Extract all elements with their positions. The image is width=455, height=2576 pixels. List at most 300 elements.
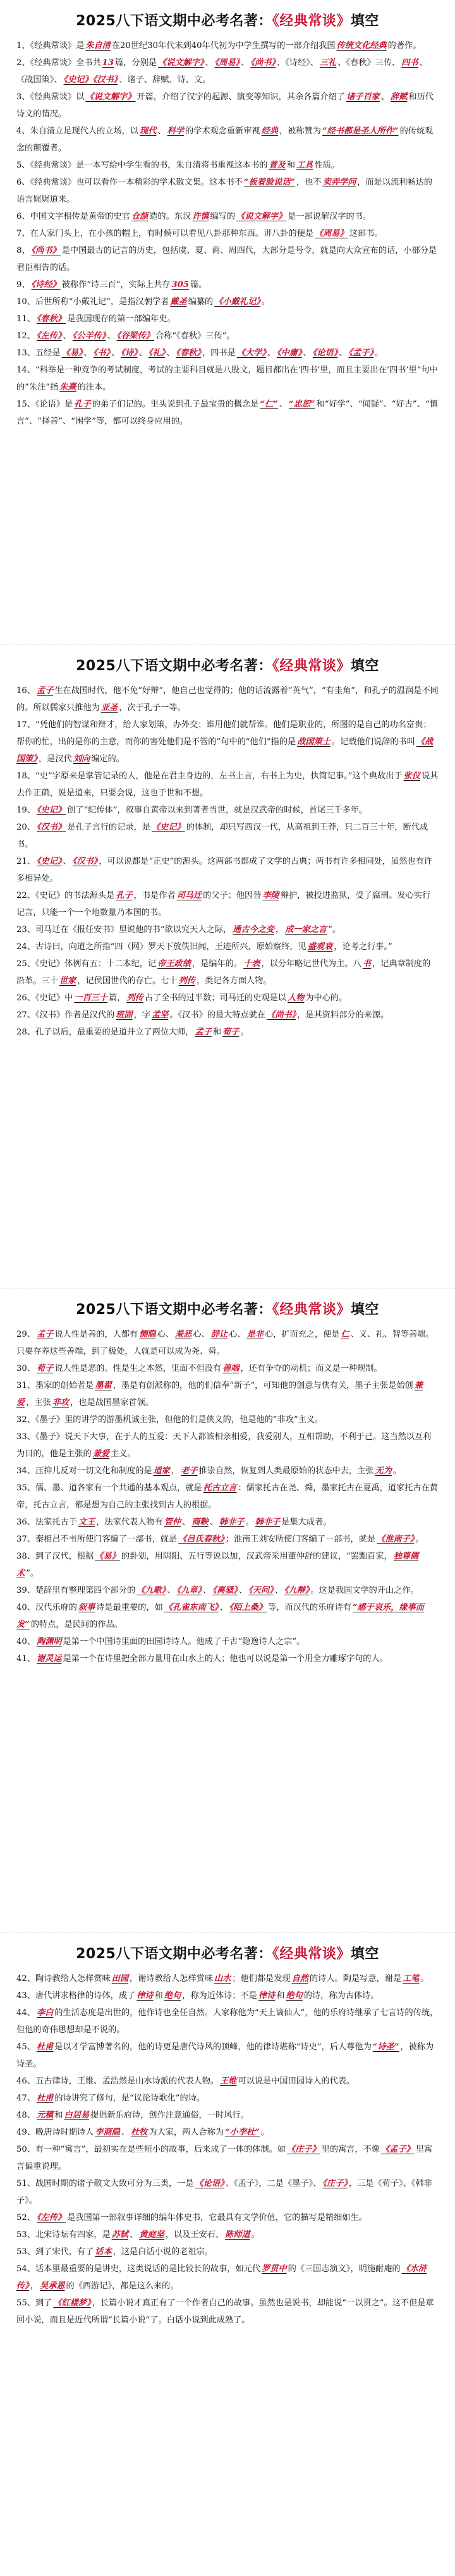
question-text: ，以及王安石、 bbox=[165, 2229, 224, 2240]
question-text: 。 bbox=[375, 348, 384, 358]
answer-blank: 独尊儒术 bbox=[16, 1552, 419, 1578]
question-text: 被称作“诗三百”，实际上共存 bbox=[61, 280, 171, 290]
question-text: 、 bbox=[130, 2229, 138, 2240]
question-text: ，谢诗教给人怎样赏味 bbox=[130, 1973, 213, 1984]
answer-blank: 《小戴礼记》 bbox=[214, 297, 260, 307]
question-text: 编写的 bbox=[210, 212, 236, 221]
answer-blank: 《说文解字》 bbox=[85, 92, 136, 102]
question-item bbox=[16, 1548, 439, 1582]
question-text: 心、 bbox=[157, 1330, 174, 1339]
question-text: ，称为近体诗；不是 bbox=[182, 1990, 257, 2001]
answer-blank: 一百三十 bbox=[74, 993, 108, 1003]
question-text: 19、 bbox=[16, 805, 35, 815]
worksheet-page bbox=[0, 0, 455, 644]
question-text: 的著作。 bbox=[387, 41, 422, 51]
answer-blank: 吴承恩 bbox=[39, 2281, 65, 2291]
answer-blank: 列传 bbox=[178, 976, 195, 986]
question-text: 37、秦相吕不韦所使门客编了一部书，就是 bbox=[16, 1535, 178, 1544]
answer-blank: 《书》 bbox=[93, 348, 111, 358]
question-item bbox=[16, 955, 439, 990]
question-text: 、 bbox=[303, 348, 312, 358]
question-item bbox=[16, 1411, 439, 1428]
answer-blank: 孟子 bbox=[36, 1330, 54, 1339]
question-text: ：儒家托古在尧、舜，墨家托古在夏禹，道家托古在黄帝，托古立言，都是想为自己的主张找到古人的根据。 bbox=[16, 1483, 438, 1510]
question-text: 、诸子、辞赋、诗、文。 bbox=[119, 75, 211, 85]
answer-blank: 《论语》 bbox=[195, 2178, 224, 2188]
answer-blank: 《孔雀东南飞》 bbox=[164, 1603, 219, 1612]
answer-blank: 恻隐 bbox=[139, 1330, 156, 1339]
answer-blank: 刘向 bbox=[73, 754, 90, 764]
title-book: 《经典常谈》 bbox=[272, 1302, 351, 1318]
question-text: 是孔子言行的记录，是 bbox=[67, 822, 150, 832]
answer-blank: 李白 bbox=[36, 2008, 54, 2018]
question-text: 24、古诗曰，向道之所指“四（网）罗天下放佚旧闻，王迹所兴，原始察终，见 bbox=[16, 941, 306, 952]
question-text: 是集大成者。 bbox=[281, 1518, 332, 1527]
question-text: ，次于孔子一等。 bbox=[119, 702, 186, 713]
question-text: ”。 bbox=[328, 924, 341, 935]
question-item bbox=[16, 1987, 439, 2004]
question-text: ， bbox=[171, 1466, 180, 1476]
answer-blank: 是非 bbox=[246, 1330, 264, 1339]
question-text: ，被称赞为 bbox=[279, 126, 321, 136]
question-item bbox=[16, 1360, 439, 1377]
question-item bbox=[16, 174, 439, 208]
answer-blank: 李商隐 bbox=[95, 2127, 120, 2137]
answer-blank: 《孟子》 bbox=[348, 348, 374, 358]
question-text: 的父子；他因替 bbox=[203, 890, 262, 900]
answer-blank: 《诗经》 bbox=[31, 280, 61, 290]
answer-blank: 《红楼梦》 bbox=[53, 2298, 91, 2308]
question-text: 9、 bbox=[16, 280, 30, 290]
answer-blank: 《礼》 bbox=[148, 348, 166, 358]
question-text: 13、五经是 bbox=[16, 348, 61, 358]
question-text: ，记侯国世代的存亡。七十 bbox=[77, 976, 178, 986]
question-text: 23、司马迁在《报任安书》里说他的书“欲以究天人之际， bbox=[16, 924, 232, 935]
question-text: 。 bbox=[260, 2127, 270, 2137]
question-item bbox=[16, 802, 439, 819]
answer-blank: 三礼 bbox=[319, 58, 337, 68]
question-text: 52、 bbox=[16, 2212, 35, 2223]
question-text: 38、到了汉代，根据 bbox=[16, 1552, 94, 1561]
question-text: 和历代诗文的情况。 bbox=[16, 92, 434, 119]
question-text: 54、话本里最重要的是讲史，这类说话的是比较长的故事，如元代 bbox=[16, 2264, 261, 2274]
question-text: 主义。 bbox=[111, 1449, 136, 1459]
worksheet-page bbox=[0, 644, 455, 1289]
answer-blank: 《说文解字》 bbox=[157, 58, 204, 68]
question-text: 18、“史”字原来是掌管记录的人，他是在君主身边的，左书上言，右书上为史，执简记事。”这个典故出于 bbox=[16, 771, 403, 781]
question-text: ；淮南王刘安所使门客编了一部书，就是 bbox=[225, 1535, 376, 1544]
answer-blank: 杜甫 bbox=[36, 2093, 54, 2103]
answer-blank: 通古今之变 bbox=[233, 924, 274, 935]
question-item bbox=[16, 1480, 439, 1514]
question-item bbox=[16, 2260, 439, 2295]
answer-blank: 李陵 bbox=[262, 890, 279, 900]
answer-blank: 《尚书》 bbox=[31, 246, 61, 255]
answer-blank: 卖弄学问 bbox=[322, 178, 356, 187]
question-text: ，而是以流利畅达的语言娓娓道来。 bbox=[16, 178, 432, 204]
question-text: 、 bbox=[241, 58, 250, 68]
question-item bbox=[16, 328, 439, 345]
question-text: 篇，分别是 bbox=[115, 58, 157, 68]
question-text: ，法家代表人物有 bbox=[96, 1518, 163, 1527]
answer-blank: 杜甫 bbox=[36, 2042, 54, 2052]
answer-blank: 善端 bbox=[222, 1364, 240, 1373]
answer-blank: 帝王政绩 bbox=[157, 959, 191, 969]
answer-blank: 韩非子 bbox=[219, 1518, 245, 1527]
question-text: 的体制，却只写西汉一代，从高祖到王莽，只二百三十年，断代成书。 bbox=[16, 822, 428, 849]
question-item bbox=[16, 89, 439, 123]
question-text: ，四书是 bbox=[202, 348, 236, 358]
question-text: ，可以说都是“正史”的源头。这两部书都成了文学的古典；两书有许多相同处，虽然也有许多相异处。 bbox=[16, 856, 433, 883]
question-text: ，三是《荀子》、《韩非子》。 bbox=[16, 2178, 432, 2205]
question-item bbox=[16, 37, 439, 54]
title-lead: 2025八下语文期中必考名著： bbox=[76, 13, 272, 29]
answer-blank: 王维 bbox=[220, 2076, 237, 2086]
question-text: 35、儒、墨、道各家有一个共通的基本观点，就是 bbox=[16, 1483, 202, 1493]
question-text: 、 bbox=[63, 331, 71, 341]
question-text: 、 bbox=[121, 2127, 130, 2137]
question-item bbox=[16, 768, 439, 802]
answer-blank: 《天问》 bbox=[248, 1586, 274, 1595]
question-item bbox=[16, 225, 439, 242]
answer-blank: 谢灵运 bbox=[36, 1654, 62, 1664]
question-text: 29、 bbox=[16, 1330, 35, 1339]
question-text: 里的寓言，不像 bbox=[321, 2144, 380, 2154]
answer-blank: 《陌上桑》 bbox=[229, 1603, 267, 1612]
answer-blank: 工具 bbox=[296, 161, 313, 170]
answer-blank: 工笔 bbox=[403, 1973, 420, 1984]
answer-blank: 亚圣 bbox=[100, 702, 118, 713]
question-text: 为中心的。 bbox=[305, 993, 348, 1003]
answer-blank: 《诗》 bbox=[121, 348, 138, 358]
answer-blank: 荀子 bbox=[36, 1364, 54, 1373]
answer-blank: 《吕氏春秋》 bbox=[178, 1535, 224, 1544]
answer-blank: 孟子 bbox=[195, 1027, 212, 1037]
question-text: 47、 bbox=[16, 2093, 35, 2103]
question-text: 50、有一种“寓言”，最初实在是些短小的故事，后来成了一体的体制。如 bbox=[16, 2144, 286, 2154]
question-item bbox=[16, 1599, 439, 1633]
answer-blank: 仁 bbox=[341, 1330, 349, 1339]
question-text: 、 bbox=[219, 1603, 228, 1612]
answer-blank: 诸子百家 bbox=[346, 92, 380, 102]
title-tail: 填空 bbox=[350, 1946, 379, 1962]
question-text: 的特点，是民间的作品。 bbox=[30, 1620, 123, 1629]
question-text: 是我国第一部叙事详细的编年体史书，它最具有文学价值，它的描写是精细如生。 bbox=[67, 2212, 367, 2223]
answer-blank: 朱自清 bbox=[85, 41, 111, 51]
question-text: 心、 bbox=[229, 1330, 246, 1339]
answer-blank: 兼爱 bbox=[92, 1449, 110, 1459]
answer-blank: 《汉书》 bbox=[36, 822, 66, 832]
answer-blank: 陈师道 bbox=[225, 2229, 250, 2240]
answer-blank: 《史记》 bbox=[152, 822, 185, 832]
question-item bbox=[16, 310, 439, 328]
answer-blank: 孔子 bbox=[74, 400, 91, 409]
question-text: 提倡新乐府诗，创作注意通俗，一时风行。 bbox=[90, 2110, 249, 2120]
answer-blank: 许慎 bbox=[192, 212, 209, 221]
answer-blank: 13 bbox=[102, 58, 114, 68]
answer-blank: 现代 bbox=[140, 126, 157, 136]
worksheet-page bbox=[0, 1932, 455, 2576]
question-item bbox=[16, 1650, 439, 1667]
title-book: 《经典常谈》 bbox=[272, 13, 351, 29]
question-item bbox=[16, 54, 439, 89]
answer-blank: 罗贯中 bbox=[262, 2264, 287, 2274]
answer-blank: “忠恕” bbox=[288, 400, 315, 409]
question-text: 的诗，称为古体诗。 bbox=[303, 1990, 379, 2001]
question-text: 、《春秋》三传、 bbox=[337, 58, 401, 68]
answer-blank: 《易》 bbox=[95, 1552, 120, 1561]
question-text: 是中国最古的记言的历史，包括虞、夏、商、周四代，大部分是号令，就是向大众宣布的话，小部分是君臣相告的话。 bbox=[16, 246, 437, 273]
question-text: 创了“纪传体”，叙事自黄帝以来到著者当世，就是汉武帝的时候，首尾三千多年。 bbox=[67, 805, 368, 815]
answer-blank: 朱熹 bbox=[59, 383, 76, 392]
answer-blank: 《水浒传》 bbox=[16, 2264, 427, 2291]
question-text: 22、《史记》的书法源头是 bbox=[16, 890, 115, 900]
question-text: 的诗讲究了修句，是“议论诗歌化”的诗。 bbox=[54, 2093, 205, 2103]
question-text: ，墨是有创派称的，他的们信奉“新子”，可知他的创意与侠有关，墨子主张是始创 bbox=[112, 1381, 413, 1390]
answer-blank: 《九辩》 bbox=[284, 1586, 310, 1595]
question-text: 的弟子们记的。里头说到孔子最宝贵的概念是 bbox=[92, 400, 259, 409]
question-text: 、 bbox=[238, 1586, 248, 1595]
answer-blank: 兼爱 bbox=[16, 1381, 423, 1408]
answer-blank: 十表 bbox=[243, 959, 260, 969]
question-item bbox=[16, 1463, 439, 1480]
answer-blank: 四书 bbox=[401, 58, 418, 68]
question-text: 生在战国时代，他不免“好辩”，他自己也觉得的；他的话流露着“英气”，“有圭角”，和孔子的温润是不同的。所以儒家只推他为 bbox=[16, 685, 439, 713]
answer-blank: 辞赋 bbox=[391, 92, 408, 102]
question-item bbox=[16, 345, 439, 362]
question-text: 6、中国文字相传是黄帝的史官 bbox=[16, 212, 130, 221]
question-text: 12、 bbox=[16, 331, 35, 341]
question-item bbox=[16, 1377, 439, 1411]
question-text: ，书是作者 bbox=[133, 890, 176, 900]
question-item bbox=[16, 1582, 439, 1599]
answer-blank: 成一家之言 bbox=[285, 924, 327, 935]
question-item bbox=[16, 2039, 439, 2073]
question-item bbox=[16, 2107, 439, 2124]
question-text: 44、 bbox=[16, 2008, 35, 2018]
question-text: 8、 bbox=[16, 246, 30, 255]
question-text: ，主张 bbox=[26, 1398, 51, 1408]
answer-blank: 科学 bbox=[167, 126, 184, 136]
question-item bbox=[16, 123, 439, 157]
question-text: 、 bbox=[157, 126, 166, 136]
question-text: 39、楚辞里有整理第四个部分的 bbox=[16, 1586, 136, 1595]
question-text: 。 bbox=[261, 297, 270, 307]
question-item bbox=[16, 2073, 439, 2090]
answer-blank: 韩非子 bbox=[255, 1518, 281, 1527]
answer-blank: 白居易 bbox=[64, 2110, 90, 2120]
question-text: 10、后世所称“小戴礼记”，是指汉朝学者 bbox=[16, 297, 169, 307]
answer-blank: 《史记》 bbox=[36, 856, 62, 866]
question-text: 。 bbox=[415, 1535, 424, 1544]
answer-blank: 《易》 bbox=[61, 348, 83, 358]
answer-blank: 《九章》 bbox=[176, 1586, 202, 1595]
page-title bbox=[16, 655, 439, 675]
question-text: 的《三国志演义》，明施耐庵的 bbox=[288, 2264, 401, 2274]
answer-blank: 《论语》 bbox=[312, 348, 338, 358]
question-text: 合称“《春秋》三传”。 bbox=[155, 331, 235, 341]
question-text: 是一部说解汉字的书。 bbox=[288, 212, 372, 221]
title-lead: 2025八下语文期中必考名著： bbox=[76, 1302, 272, 1318]
question-item bbox=[16, 2124, 439, 2141]
question-item bbox=[16, 157, 439, 174]
question-item bbox=[16, 293, 439, 310]
title-book: 《经典常谈》 bbox=[272, 1946, 351, 1962]
question-text: 、 bbox=[182, 1518, 191, 1527]
answer-blank: 司马迁 bbox=[176, 890, 202, 900]
question-item bbox=[16, 2090, 439, 2107]
answer-blank: 律诗 bbox=[258, 1990, 276, 2001]
answer-blank: 《左传》 bbox=[36, 2212, 66, 2223]
answer-blank: 道家 bbox=[153, 1466, 170, 1476]
answer-blank: 元稹 bbox=[36, 2110, 54, 2120]
answer-blank: 叙事 bbox=[78, 1603, 95, 1612]
question-text: ，以分年略记世代为主。八 bbox=[261, 959, 361, 969]
question-text: 15、《论语》是 bbox=[16, 400, 73, 409]
answer-blank: 孟子 bbox=[36, 685, 54, 696]
question-text: 1、《经典常谈》是 bbox=[16, 41, 85, 51]
question-text: 40、 bbox=[16, 1637, 35, 1647]
question-text: 说人性是恶的。性是生之本然，里面不但没有 bbox=[54, 1364, 222, 1373]
answer-blank: “诗圣” bbox=[372, 2042, 399, 2052]
answer-blank: 305 bbox=[171, 280, 189, 290]
question-text: 和 bbox=[276, 1990, 285, 2001]
question-text: 开篇，介绍了汉字的起源、演变等知识，其余各篇介绍了 bbox=[136, 92, 346, 102]
question-text: 34、压抑儿反对一切文化和制度的是 bbox=[16, 1466, 152, 1476]
answer-blank: 《史记》《汉书》 bbox=[63, 75, 118, 85]
question-text: 55、到了 bbox=[16, 2298, 52, 2308]
question-text: 说人性是善的，人都有 bbox=[54, 1330, 138, 1339]
question-text: 17、“凭他们的智谋和辩才，给人家划策，办外交；谁用他们就帮谁。他们是职业的，所图的是自己的功名富贵；帮你的忙，出的是你的主意，而你的害处他们是不管的”句中的“他们”指的是 bbox=[16, 720, 432, 747]
question-text: ，长篇小说才真正有了一个作者自己的故事。虽然也是说书，却能说“一以贯之”。这不但是章回小说，而且是近代所谓“长篇小说”了。白话小说到此成熟了。 bbox=[16, 2298, 434, 2325]
question-text: 、 bbox=[63, 856, 71, 866]
title-tail: 填空 bbox=[350, 658, 379, 674]
question-text: 说其去作正确，说是道来，只要会说，这也于世和不想。 bbox=[16, 771, 439, 798]
answer-blank: 《战国策》 bbox=[16, 737, 434, 764]
question-text: ，也是战国墨家首领。 bbox=[70, 1398, 154, 1408]
question-text: 、 bbox=[209, 1518, 218, 1527]
question-text: 。 bbox=[240, 1027, 249, 1037]
question-text: 、《战国策》、 bbox=[16, 58, 428, 85]
title-lead: 2025八下语文期中必考名著： bbox=[76, 1946, 272, 1962]
question-text: 51、战国时期的诸子散文大致可分为三类，一是 bbox=[16, 2178, 194, 2188]
answer-blank: 《谷梁传》 bbox=[116, 331, 154, 341]
question-item bbox=[16, 2209, 439, 2226]
answer-blank: 经典 bbox=[261, 126, 279, 136]
question-text: 这部书。 bbox=[349, 229, 383, 238]
answer-blank: 列传 bbox=[126, 993, 143, 1003]
question-text: 26、《史记》中 bbox=[16, 993, 73, 1003]
question-text: 的注本。 bbox=[77, 383, 111, 392]
question-text: ， bbox=[275, 924, 284, 935]
question-item bbox=[16, 2226, 439, 2243]
answer-blank: 绝句 bbox=[164, 1990, 181, 2001]
question-text: 、 bbox=[83, 348, 92, 358]
answer-blank: 《尚书》 bbox=[267, 1010, 296, 1020]
answer-blank: 无为 bbox=[375, 1466, 392, 1476]
question-text: 49、晚唐诗时期诗人 bbox=[16, 2127, 94, 2137]
answer-blank: 孔子 bbox=[116, 890, 133, 900]
question-text: 在20世纪30年代末到40年代初为中学生撰写的一部介绍我国 bbox=[111, 41, 336, 51]
question-text: 的生活态度是出世的，他作诗也全任自然。人家称他为“天上谪仙人”，他的乐府诗继承了七言诗的传统，但他的奇伟思想却是不说的。 bbox=[16, 2008, 439, 2035]
question-text: 43、唐代讲求格律的诗体，成了 bbox=[16, 1990, 136, 2001]
question-text: 性质。 bbox=[314, 161, 339, 170]
question-text: 占了全书的过半数；司马迁的史观是以 bbox=[144, 993, 286, 1003]
answer-blank: 《九歌》 bbox=[136, 1586, 166, 1595]
answer-blank: 非攻 bbox=[52, 1398, 70, 1408]
question-item bbox=[16, 276, 439, 293]
answer-blank: 书 bbox=[362, 959, 371, 969]
question-text: 里寓言偏重说理。 bbox=[16, 2144, 433, 2171]
question-item bbox=[16, 1326, 439, 1360]
question-text: 、 bbox=[111, 348, 120, 358]
question-text: 、《孟子》，二是《墨子》、 bbox=[225, 2178, 322, 2188]
question-text: 42、陶诗教给人怎样赏味 bbox=[16, 1973, 111, 1984]
question-text: 推崇自然，恢复到人类最原始的状态中去，主张 bbox=[198, 1466, 374, 1476]
question-text: 7、在人家门头上，在小孩的帽上，有时候可以看见八卦那种东西。讲八卦的便是 bbox=[16, 229, 313, 238]
question-item bbox=[16, 1024, 439, 1041]
answer-blank: 《庄子》 bbox=[322, 2178, 348, 2188]
answer-blank: 《周易》 bbox=[314, 229, 348, 238]
question-text: ，字 bbox=[133, 1010, 150, 1020]
question-text: 是第一个在诗里把全部力量用在山水上的人；他也可以说是第一个用全力雕琢字句的人。 bbox=[63, 1654, 388, 1664]
question-text: 53、到了宋代，有了 bbox=[16, 2247, 94, 2257]
answer-blank: 戴圣 bbox=[170, 297, 187, 307]
answer-blank: 商鞅 bbox=[191, 1518, 209, 1527]
answer-blank: 《淮南子》 bbox=[377, 1535, 415, 1544]
question-item bbox=[16, 1428, 439, 1463]
question-item bbox=[16, 1531, 439, 1548]
question-text: 和 bbox=[54, 2110, 63, 2120]
question-text: 是第一个中国诗里面的田园诗诗人。他成了千古“隐逸诗人之宗”。 bbox=[63, 1637, 305, 1647]
question-item bbox=[16, 208, 439, 225]
question-item bbox=[16, 396, 439, 430]
question-text: 11、 bbox=[16, 314, 35, 324]
question-text: 、 bbox=[274, 1586, 283, 1595]
question-text: 的学术观念重新审视 bbox=[185, 126, 260, 136]
question-text: 33、《墨子》说天下大事，在于人的互爱：天下人都该相亲相爱，我爱别人，互相帮助，不利于己。这当然以互利为目的，他是主张的 bbox=[16, 1432, 432, 1459]
question-text: 27、《汉书》作者是汉代的 bbox=[16, 1010, 115, 1020]
question-text: 。 bbox=[251, 2229, 260, 2240]
question-text: ，是汉代 bbox=[38, 754, 72, 764]
question-item bbox=[16, 921, 439, 938]
question-text: 2、《经典常谈》全书共 bbox=[16, 58, 101, 68]
question-item bbox=[16, 1514, 439, 1531]
answer-blank: 荀子 bbox=[222, 1027, 240, 1037]
question-text: 20、 bbox=[16, 822, 35, 832]
answer-blank: 传统文化经典 bbox=[336, 41, 387, 51]
question-text: 编定的。 bbox=[91, 754, 124, 764]
question-item bbox=[16, 990, 439, 1007]
answer-blank: 绝句 bbox=[286, 1990, 303, 2001]
question-text: 篇。 bbox=[190, 280, 207, 290]
question-item bbox=[16, 2175, 439, 2209]
answer-blank: 托古立言 bbox=[203, 1483, 237, 1493]
answer-blank: 《孟子》 bbox=[380, 2144, 415, 2154]
answer-blank: “经书都是圣人所作” bbox=[322, 126, 399, 136]
answer-blank: 仓颉 bbox=[131, 212, 149, 221]
answer-blank: 《公羊传》 bbox=[72, 331, 106, 341]
question-text: 可以说是中国田园诗人的代表。 bbox=[238, 2076, 355, 2086]
page-title bbox=[16, 1943, 439, 1963]
question-item bbox=[16, 1007, 439, 1024]
question-text: 46、五古律诗，王维、孟浩然是山水诗派的代表人物。 bbox=[16, 2076, 219, 2086]
question-text: ，还有争夺的动机；而义是一种规制。 bbox=[240, 1364, 382, 1373]
question-text: 53、北宋诗坛有四家，是 bbox=[16, 2229, 111, 2240]
answer-blank: 墨翟 bbox=[95, 1381, 112, 1390]
question-text: 、 bbox=[203, 1586, 212, 1595]
question-text: ；他们都是发现 bbox=[232, 1973, 291, 1984]
